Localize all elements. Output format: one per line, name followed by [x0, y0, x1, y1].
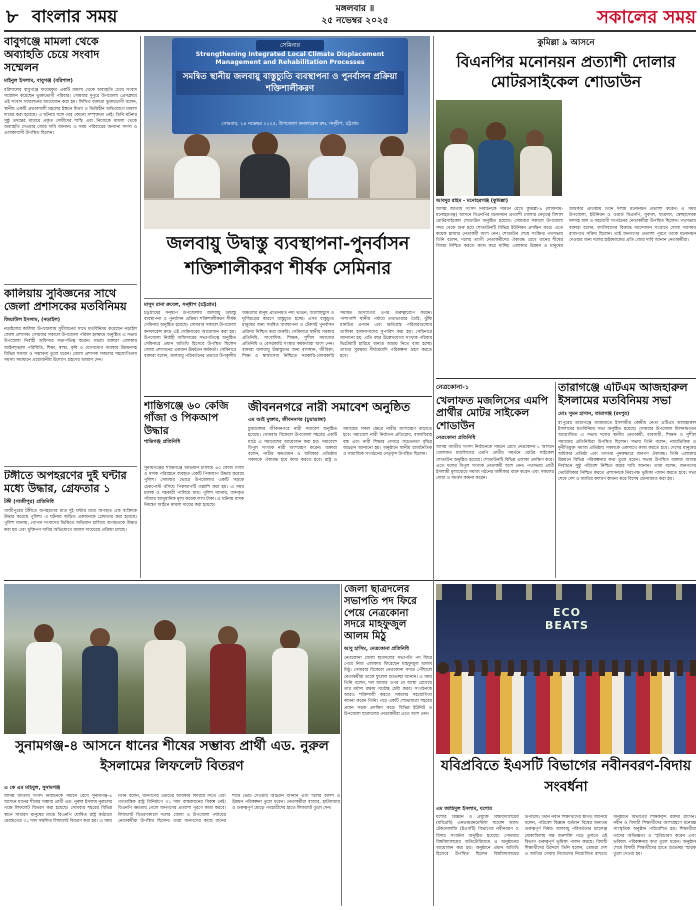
- jobipro-headline-block: [436, 756, 696, 804]
- left-story-kaliya: [4, 288, 137, 464]
- comilla-kicker: কুমিল্লা ৯ আসনে: [537, 38, 595, 48]
- netrokona-divider: [341, 584, 342, 906]
- seminar-photo: [144, 36, 430, 229]
- comilla-divider: [436, 378, 696, 379]
- eco-beats-photo: [436, 584, 696, 754]
- jobipro-byline: এম জাহিদুল ইসলাম, যশোর: [436, 806, 492, 812]
- bottom-vertical-divider: [433, 36, 434, 906]
- ganja-headline: শান্তিগঞ্জে ৬০ কেজি গাঁজা ও পিকআপ উদ্ধার: [144, 400, 229, 437]
- left-divider-1: [4, 284, 137, 285]
- left-story-babuganj: [4, 36, 137, 282]
- comilla-body: আসন্ন জাতীয় সংসদ নির্বাচনকে সামনে রেখে কুমিল্লা-৯ (লাকসাম-মনোহরগঞ্জ) আসনে বিএনপির মনোনয়ন প্রত্যাশী দোলার নেতৃত্বে বিশাল মোটরসাইকেল শোডাউন অনুষ্ঠিত হয়েছে। সোমবার সকালে উপজেলা সদর থেকে শুরু হয়ে শোডাউনটি বিভিন্ন ইউনিয়ন প্রদক্ষিণ করে। এতে কয়েক হাজার নেতাকর্মী অংশ নেন। শোডাউন শেষে সংক্ষিপ্ত পথসভায় তিনি বলেন, দলের ত্যাগী নেতাকর্মীদের ঐক্যবদ্ধ রেখে ধানের শীষের বিজয় নিশ্চিত করতে কাজ করে যাচ্ছি। এলাকার উন্নয়ন ও মানুষের অধিকার প্রতিষ্ঠায় তিনি দলীয় মনোনয়ন প্রত্যাশা করেন। এ সময় উপজেলা, ইউনিয়ন ও ওয়ার্ড বিএনপি, যুবদল, ছাত্রদল, স্বেচ্ছাসেবক দলসহ অঙ্গ ও সহযোগী সংগঠনের নেতাকর্মীরা উপস্থিত ছিলেন। পথসভায় বক্তারা বলেন, ফ্যাসিবাদের বিরুদ্ধে আন্দোলন সংগ্রামে দোলা সবসময় রাজপথে সক্রিয় ছিলেন। তাই জনগণের প্রত্যাশা পূরণে তাকে মনোনয়ন দেওয়ার জন্য দলের হাইকমান্ডের প্রতি জোর দাবি জানান নেতাকর্মীরা।: [436, 207, 696, 250]
- comilla-byline-col: [436, 198, 562, 206]
- left-story-headline: টঙ্গীতে অপহরণের দুই ঘন্টার মধ্যে উদ্ধার, গ্রেফতার ১: [4, 470, 127, 495]
- person-figure: [218, 626, 238, 646]
- eco-beats-sign: ECO BEATS: [545, 606, 589, 632]
- motorcycle-headline: খেলাফত মজলিসের এমপি প্রার্থীর মোটর সাইকেল শোডাউন: [436, 395, 548, 432]
- comilla-byline: আবদুর রহিম - মনোহরগঞ্জ (কুমিল্লা): [436, 198, 509, 204]
- seminar-head-rule: [144, 298, 432, 299]
- seminar-headline: জলবায়ু উদ্বাস্তু ব্যবস্থাপনা-পুনর্বাসন শক্তিশালীকরণ শীর্ষক সেমিনার: [166, 234, 410, 279]
- seminar-byline-wrap: [144, 302, 238, 310]
- person-figure: [34, 624, 54, 644]
- crowd-heads: [436, 660, 696, 676]
- person-figure: [520, 146, 552, 196]
- motorcycle-story: [436, 382, 554, 578]
- person-figure: [280, 630, 300, 650]
- seminar-banner: [172, 38, 408, 134]
- left-story-byline: মাইনুল ইসলাম, বাবুগঞ্জ (বরিশাল): [4, 77, 73, 84]
- ganja-byline: শান্তিগঞ্জ প্রতিনিধি: [144, 439, 181, 446]
- left-story-body: বরিশালের বাবুগঞ্জে দায়েরকৃত একটি মামলা থেকে অব্যাহতি চেয়ে সংবাদ সম্মেলন করেছেন ভুক্তভোগী পরিবার। সোমবার দুপুরে উপজেলা প্রেসক্লাবে এই সংবাদ সম্মেলনের আয়োজন করা হয়। লিখিত বক্তব্যে ভুক্তভোগী বলেন, স্থানীয় একটি প্রভাবশালী মহলের ইন্ধনে মিথ্যা ও ভিত্তিহীন অভিযোগে মামলা দায়ের করা হয়েছে। এ ঘটনার সঙ্গে তার কোনো সম্পৃক্ততা নেই। তিনি ঘটনার সুষ্ঠু তদন্তের মাধ্যমে প্রকৃত দোষীদের শাস্তি এবং নিজেকে মামলা থেকে অব্যাহতি দেওয়ার জোর দাবি জানান। এ সময় পরিবারের অন্যান্য সদস্য ও এলাকাবাসী উপস্থিত ছিলেন।: [4, 87, 137, 137]
- person-figure: [444, 144, 474, 196]
- issue-day: মঙ্গলবার ॥: [335, 4, 375, 14]
- netrokona-story: [344, 584, 432, 906]
- motorcycle-byline: নেত্রকোনা প্রতিনিধি: [436, 435, 476, 442]
- left-story-body: গাজীপুরের টঙ্গীতে অপহরণের মাত্র দুই ঘন্টার মধ্যে অপহৃত এক ব্যক্তিকে উদ্ধার করেছে পুলিশ। এ ঘটনায় জড়িত একজনকে গ্রেফতার করা হয়েছে। পুলিশ জানায়, গোপন সংবাদের ভিত্তিতে অভিযান চালিয়ে অপহৃতকে উদ্ধার করা হয় এবং মুক্তিপণ দাবির অভিযোগে মামলা দায়েরের প্রক্রিয়া চলছে।: [4, 508, 137, 533]
- masthead: [0, 0, 700, 30]
- banner-tag: সেমিনার: [256, 40, 324, 51]
- sunamganj-headline: সুনামগঞ্জ-৪ আসনে ধানের শীষের সম্ভাব্য প্রার্থী এড. নুরুল ইসলামের লিফলেট বিতরণ: [15, 738, 329, 774]
- jobipro-headline: যবিপ্রবিতে ইএসটি বিভাগের নবীনবরণ-বিদায় সংবর্ধনা: [440, 758, 692, 795]
- ganja-story: [144, 400, 244, 464]
- left-story-body: নড়াইলের কালিয়া উপজেলায় সুধীজনের সাথে মতবিনিময় করেছেন নড়াইল জেলা প্রশাসক। সোমবার সকালে উপজেলা পরিষদ হলরুমে অনুষ্ঠিত এ সভায় উপজেলা নির্বাহী অফিসার সভাপতিত্ব করেন। সভায় বক্তারা এলাকার আইনশৃঙ্খলা পরিস্থিতি, শিক্ষা, স্বাস্থ্য, কৃষি ও যোগাযোগ ব্যবস্থার উন্নয়নসহ বিভিন্ন সমস্যা ও সম্ভাবনা তুলে ধরেন। জেলা প্রশাসক সকলের সহযোগিতায় সমস্যা সমাধানে প্রয়োজনীয় উদ্যোগ গ্রহণের আশ্বাস দেন।: [4, 326, 137, 363]
- sunamganj-headline-block: [4, 736, 340, 784]
- seminar-headline-block: [144, 232, 432, 296]
- conference-table: [144, 198, 430, 229]
- banner-date: সোমবার, ২৪ নভেম্বর ২০২৫, উপজেলা কনফারেন্স রুম, সন্দ্বীপ, চট্টগ্রাম: [221, 122, 359, 127]
- comilla-photo: [436, 100, 562, 196]
- sunamganj-photo: [4, 584, 340, 734]
- jibannagar-byline: এম আই মুক্তার, জীবননগর (চুয়াডাঙ্গা): [248, 417, 326, 424]
- mid-divider: [4, 580, 696, 581]
- taraganj-body: রংপুরের তারাগঞ্জে জামায়াতে ইসলামীর কেন্দ্রীয় নেতা এটিএম আজহারুল ইসলামের মতবিনিময় সভা অনুষ্ঠিত হয়েছে। সোমবার উপজেলা মিলনায়তনে আয়োজিত এ সভায় দলের স্থানীয় নেতাকর্মী, ব্যবসায়ী, শিক্ষক ও সুশীল সমাজের প্রতিনিধিরা উপস্থিত ছিলেন। সভায় তিনি বলেন, ন্যায়ভিত্তিক ও দুর্নীতিমুক্ত সমাজ প্রতিষ্ঠায় সকলকে একসাথে কাজ করতে হবে। দেশের মানুষের অধিকার প্রতিষ্ঠা এবং গণতন্ত্র পুনরুদ্ধারে জনগণ ঐক্যবদ্ধ। তিনি এলাকার উন্নয়নে বিভিন্ন পরিকল্পনার কথা তুলে ধরেন। সভায় উপস্থিত বক্তারা আসন্ন নির্বাচনে সুষ্ঠু পরিবেশ নিশ্চিত করার দাবি জানান। তারা বলেন, জনগণের ভোটাধিকার নিশ্চিত করতে প্রশাসনকে নিরপেক্ষ ভূমিকা পালন করতে হবে। সভা শেষে দেশ ও জাতির কল্যাণ কামনা করে বিশেষ মোনাজাত করা হয়।: [558, 420, 696, 482]
- sunamganj-byline-wrap: [4, 785, 114, 793]
- taraganj-headline: তারাগঞ্জে এটিএম আজহারুল ইসলামের মতবিনিময় সভা: [558, 382, 688, 407]
- motorcycle-kicker: নেত্রকোনা-১: [436, 383, 470, 391]
- masthead-rule: [4, 30, 696, 32]
- seminar-divider: [144, 396, 432, 397]
- seminar-byline: মাসুদ রানা রুবেল, সন্দ্বীপ (চট্টগ্রাম): [144, 302, 217, 308]
- netrokona-byline: আবু হাসিম, নেত্রকোনা প্রতিনিধি: [344, 645, 409, 652]
- person-figure: [486, 122, 506, 142]
- seminar-body: চট্টগ্রামের সন্দ্বীপ উপজেলায় জলবায়ু উদ্বাস্তু ব্যবস্থাপনা ও পুনর্বাসন প্রক্রিয়া শক্তিশালীকরণ শীর্ষক সেমিনার অনুষ্ঠিত হয়েছে। সোমবার সকালে উপজেলা কনফারেন্স রুমে এই সেমিনারের আয়োজন করা হয়। উপজেলা নির্বাহী অফিসারের সভাপতিত্বে অনুষ্ঠিত সেমিনারে প্রধান অতিথি হিসেবে উপস্থিত ছিলেন জেলা প্রশাসনের একজন ঊর্ধ্বতন কর্মকর্তা। সেমিনারে বক্তারা বলেন, জলবায়ু পরিবর্তনের প্রভাবে উপকূলীয় অঞ্চলের মানুষ প্রতিনিয়ত নদী ভাঙন, জলোচ্ছ্বাস ও ঘূর্ণিঝড়ের কারণে বাস্তুচ্যুত হচ্ছে। এসব বাস্তুচ্যুত মানুষের জন্য সমন্বিত ব্যবস্থাপনা ও টেকসই পুনর্বাসন প্রক্রিয়া নিশ্চিত করা জরুরি। সেমিনারে স্থানীয় সরকার প্রতিনিধি, সাংবাদিক, শিক্ষক, সুশীল সমাজের প্রতিনিধি ও বেসরকারি সংস্থার কর্মকর্তারা অংশ নেন। বক্তারা জলবায়ু উদ্বাস্তুদের জন্য বাসস্থান, জীবিকা, শিক্ষা ও স্বাস্থ্যসেবা নিশ্চিতে সরকারি-বেসরকারি সমন্বিত উদ্যোগের ওপর গুরুত্বারোপ করেন। পাশাপাশি স্থানীয় পর্যায়ে তথ্যভাণ্ডার তৈরি, ঝুঁকি মানচিত্র প্রণয়ন এবং ক্ষতিগ্রস্ত পরিবারগুলোর তালিকা হালনাগাদের সুপারিশ করা হয়। সেমিনারে জানানো হয়, প্রতি বছর উল্লেখযোগ্য সংখ্যক পরিবার ভিটেমাটি হারিয়ে অন্যত্র আশ্রয় নিতে বাধ্য হচ্ছে। তাদের সুরক্ষায় দীর্ঘমেয়াদি পরিকল্পনা গ্রহণ করতে হবে।: [144, 311, 432, 360]
- person-figure: [210, 644, 246, 734]
- masthead-logo: সকালের সময়: [596, 7, 696, 28]
- motorcycle-body: আসন্ন জাতীয় সংসদ নির্বাচনকে সামনে রেখে নেত্রকোনা-১ আসনে খেলাফত মজলিসের এমপি প্রার্থীর সমর্থনে মোটর সাইকেল শোডাউন অনুষ্ঠিত হয়েছে। শোডাউনটি বিভিন্ন এলাকা প্রদক্ষিণ করে। এতে দলের বিপুল সংখ্যক নেতাকর্মী অংশ নেন। পথসভায় প্রার্থী ইসলামী মূল্যবোধে সমাজ গঠনের অঙ্গীকার ব্যক্ত করেন এবং সকলের দোয়া ও সমর্থন কামনা করেন।: [436, 445, 554, 482]
- left-story-byline: জিয়াউল ইসলাম, (নড়াইল): [4, 316, 61, 323]
- right-vertical-divider: [555, 382, 556, 578]
- left-story-tongi: [4, 470, 137, 578]
- sunamganj-body: আসন্ন জাতীয় সংসদ নির্বাচনকে সামনে রেখে সুনামগঞ্জ-৪ আসনে ধানের শীষের সম্ভাব্য প্রার্থী এড. নুরুল ইসলাম নুরুলের পক্ষে লিফলেট বিতরণ করা হয়েছে। সোমবার শহরের বিভিন্ন স্থানে সাধারণ মানুষের মাঝে বিএনপি ঘোষিত রাষ্ট্র কাঠামো মেরামতের ৩১ দফা সম্বলিত লিফলেট বিতরণ করা হয়। এ সময় তিনি বলেন, জনগণের ভোটের অধিকার ফিরিয়ে দিতে এবং গণতান্ত্রিক রাষ্ট্র বিনির্মাণে ৩১ দফা বাস্তবায়নের বিকল্প নেই। বিএনপি ক্ষমতায় গেলে জনগণের প্রত্যাশা পূরণে কাজ করবে। লিফলেট বিতরণকালে দলের জেলা ও উপজেলা পর্যায়ের নেতাকর্মীরা উপস্থিত ছিলেন। তারা জনগণের কাছে ধানের শীষে ভোট দেওয়ার আহ্বান জানান এবং দলের আদর্শ ও উন্নয়ন পরিকল্পনা তুলে ধরেন। নেতাকর্মীরা বাজার, হাটবাজার ও গুরুত্বপূর্ণ মোড়ে পথচারীদের হাতে লিফলেট তুলে দেন।: [4, 794, 340, 824]
- person-figure: [90, 628, 110, 648]
- person-figure: [82, 646, 118, 734]
- comilla-header: [436, 36, 696, 98]
- person-figure: [144, 640, 186, 734]
- sunamganj-byline: এ কে এম মহিবুল, সুনামগঞ্জ: [4, 785, 61, 791]
- left-divider-2: [4, 466, 137, 467]
- netrokona-headline: জেলা ছাত্রদলের সভাপতি পদ ফিরে পেয়ে নেত্রকোনা সদরে মাহফুজুল আলম মিঠু: [344, 584, 417, 643]
- issue-full-date: ২৫ নভেম্বর ২০২৫: [321, 16, 389, 26]
- ganja-body: সুনামগঞ্জের শান্তিগঞ্জে অভিযান চালিয়ে ৬০ কেজি গাঁজা ও মাদক পরিবহনে ব্যবহৃত একটি পিকআপ উদ্ধার করেছে পুলিশ। সোমবার ভোরে উপজেলার একটি সড়কে চেকপোস্ট বসিয়ে পিকআপটি তল্লাশি করা হয়। এ সময় চালক ও সহকারী পালিয়ে যায়। পুলিশ জানায়, জব্দকৃত গাঁজার আনুমানিক মূল্য কয়েক লাখ টাকা। এ ঘটনায় মাদক নিয়ন্ত্রণ আইনে মামলা দায়ের করা হয়েছে।: [144, 466, 244, 509]
- crowd-row: [436, 672, 696, 754]
- banner-english: Strengthening Integrated Local Climate Displacement Management and Rehabilitation Processes: [195, 51, 385, 66]
- left-story-byline: টঙ্গী (গাজীপুর) প্রতিনিধি: [4, 498, 54, 505]
- jobipro-body: যশোর বিজ্ঞান ও প্রযুক্তি বিশ্ববিদ্যালয়ের (যবিপ্রবি) এনভায়রনমেন্টাল সায়েন্স অ্যান্ড টেকনোলজি (ইএসটি) বিভাগের নবীনবরণ ও বিদায় সংবর্ধনা অনুষ্ঠিত হয়েছে। সোমবার বিশ্ববিদ্যালয়ের অডিটোরিয়ামে এ অনুষ্ঠানের আয়োজন করা হয়। অনুষ্ঠানে প্রধান অতিথি হিসেবে উপস্থিত ছিলেন বিশ্ববিদ্যালয়ের উপাচার্য। তিনি নবীন শিক্ষার্থীদের স্বাগত জানিয়ে বলেন, পরিবেশ বিজ্ঞান বর্তমান বিশ্বের অন্যতম গুরুত্বপূর্ণ বিষয়। জলবায়ু পরিবর্তনের চ্যালেঞ্জ মোকাবিলায় দক্ষ জনশক্তি গড়ে তুলতে এই বিভাগ গুরুত্বপূর্ণ ভূমিকা পালন করছে। বিদায়ী শিক্ষার্থীদের উদ্দেশে তিনি বলেন, তোমরা দেশ ও জাতির সেবায় নিজেদের নিয়োজিত রাখবে। অনুষ্ঠানে বিভাগের শিক্ষকবৃন্দ বক্তব্য রাখেন। নবীন ও বিদায়ী শিক্ষার্থীদের অংশগ্রহণে মনোজ্ঞ সাংস্কৃতিক অনুষ্ঠান পরিবেশিত হয়। শিক্ষার্থীরা তাদের অভিজ্ঞতা ও স্মৃতিচারণ করেন এবং ভবিষ্যৎ পরিকল্পনার কথা তুলে ধরেন। অনুষ্ঠান শেষে বিদায়ী শিক্ষার্থীদের হাতে শুভেচ্ছা স্মারক তুলে দেওয়া হয়।: [436, 815, 696, 858]
- jibannagar-headline: জীবননগরে নারী সমাবেশ অনুষ্ঠিত: [248, 400, 411, 414]
- left-story-headline: বাবুগঞ্জে মামলা থেকে অব্যাহতি চেয়ে সংবাদ সম্মেলন: [4, 36, 100, 74]
- person-figure: [272, 648, 308, 734]
- person-figure: [26, 642, 62, 734]
- jobipro-byline-wrap: [436, 806, 556, 814]
- left-col-divider: [140, 36, 141, 578]
- stage-lights: [436, 584, 696, 600]
- brand-title: বাংলার সময়: [32, 7, 118, 27]
- page-number: ৮: [6, 6, 19, 28]
- comilla-headline: বিএনপির মনোনয়ন প্রত্যাশী দোলার মোটরসাইকেল শোডাউন: [456, 52, 676, 91]
- jibannagar-body: চুয়াডাঙ্গার জীবননগরে নারী সমাবেশ অনুষ্ঠিত হয়েছে। সোমবার বিকেলে উপজেলা শহরের একটি মাঠে এ সমাবেশের আয়োজন করা হয়। সমাবেশে বিপুল সংখ্যক নারী অংশগ্রহণ করেন। বক্তারা বলেন, নারীর ক্ষমতায়ন ও অধিকার প্রতিষ্ঠায় সকলকে ঐক্যবদ্ধ হয়ে কাজ করতে হবে। রাষ্ট্র ও সমাজের সকল ক্ষেত্রে নারীর অংশগ্রহণ বাড়াতে হবে। সমাবেশে নারী নির্যাতন প্রতিরোধ, বাল্যবিবাহ বন্ধ এবং নারী শিক্ষার প্রসারে সচেতনতা বৃদ্ধির আহ্বান জানানো হয়। অনুষ্ঠানে স্থানীয় রাজনৈতিক ও সামাজিক সংগঠনের নেতৃবৃন্দ উপস্থিত ছিলেন।: [248, 427, 432, 464]
- person-figure: [478, 140, 514, 196]
- person-figure: [154, 620, 176, 642]
- taraganj-story: [558, 382, 696, 578]
- netrokona-body: নেত্রকোনা জেলা ছাত্রদলের সভাপতি পদ ফিরে পেয়ে নিজ এলাকায় ফিরেছেন মাহফুজুল আলম মিঠু। সোমবার বিকেলে নেত্রকোনা সদরে পৌঁছালে নেতাকর্মীরা তাকে ফুলেল শুভেচ্ছা জানান। এ সময় তিনি বলেন, দল আমার ওপর যে আস্থা রেখেছে তার মর্যাদা রক্ষায় সর্বোচ্চ চেষ্টা করব। সংগঠনকে আরও শক্তিশালী করতে সকলের সহযোগিতা কামনা করেন তিনি। পরে একটি শোভাযাত্রা শহরের প্রধান সড়ক প্রদক্ষিণ করে। বিভিন্ন ইউনিট ও উপজেলা ছাত্রদলের নেতাকর্মীরা এতে অংশ নেন।: [344, 655, 432, 717]
- banner-bangla: সমন্বিত স্থানীয় জলবায়ু বাস্তুচ্যুতি ব্যবস্থাপনা ও পুনর্বাসন প্রক্রিয়া শক্তিশালীকরণ: [176, 71, 404, 95]
- issue-date: [280, 3, 430, 27]
- taraganj-byline: মোঃ সুমন হাসান, তারাগঞ্জ (রংপুর): [558, 410, 630, 417]
- jibannagar-story: [248, 400, 432, 578]
- left-story-headline: কালিয়ায় সুবিজ্ঞনের সাথে জেলা প্রশাসকের মতবিনিময়: [4, 288, 127, 313]
